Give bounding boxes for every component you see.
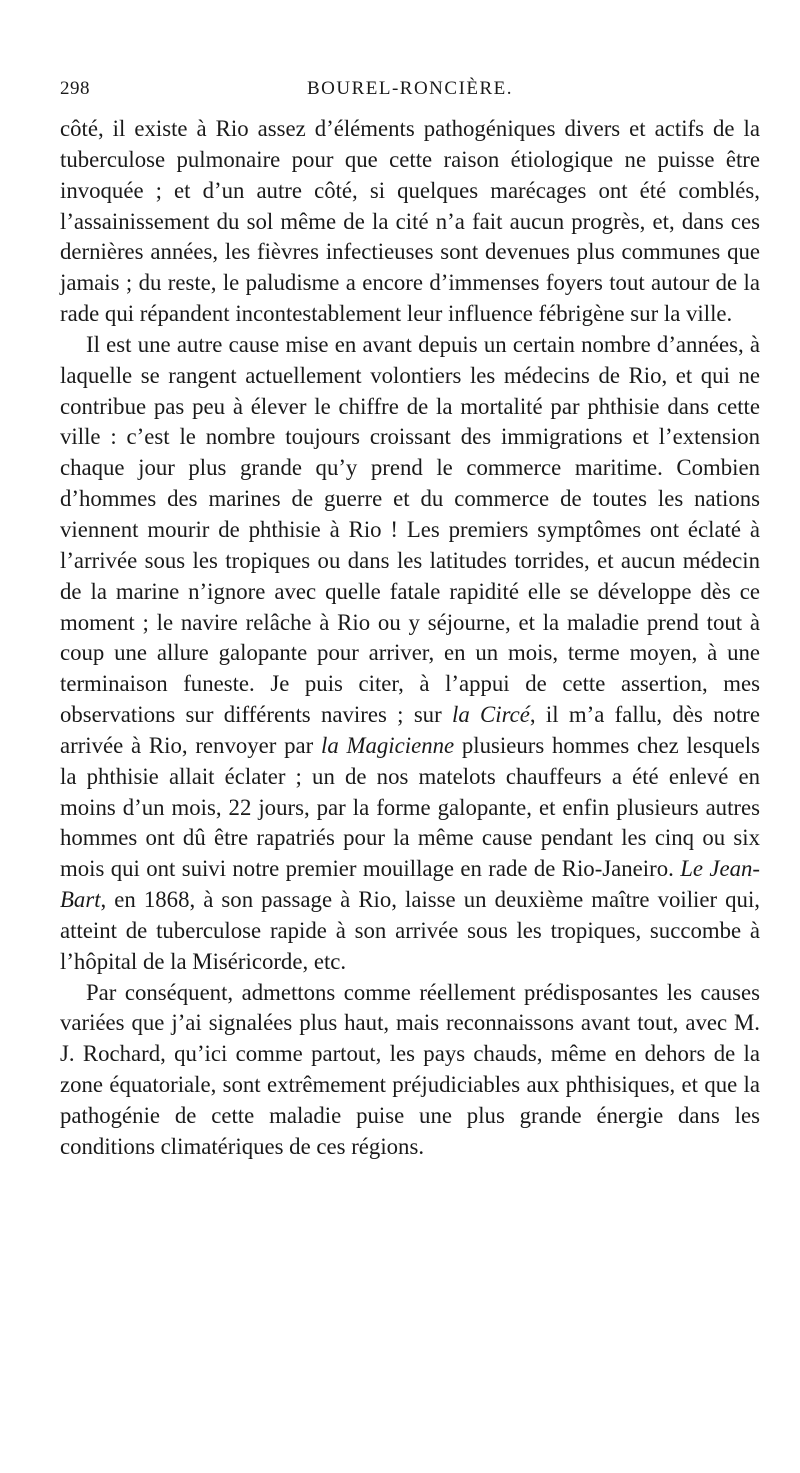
running-title: BOUREL-RONCIÈRE. bbox=[306, 78, 514, 99]
ship-name-magicienne: la Magicienne bbox=[321, 732, 455, 758]
paragraph-2-part-b: , il m’a fallu, dès notre arrivée à Rio, renvoyer par bbox=[60, 702, 760, 758]
body-text bbox=[60, 114, 760, 1163]
ship-name-jean-bart: Le Jean-Bart bbox=[60, 856, 760, 913]
paragraph-2-part-c: plusieurs hommes chez lesquels la phthisie allait éclater ; un de nos matelots chauffeurs a été enlevé en moins d’un mois, 22 jours, par la forme galopante, et enfin plusieurs autres hommes ont dû être rapatriés pour la même cause pendant les cinq ou six mois qui ont suivi notre premier mouillage en rade de Rio-Janeiro. bbox=[60, 732, 760, 882]
page-number: 298 bbox=[60, 78, 90, 99]
paragraph-3: Par conséquent, admettons comme réellement prédisposantes les causes variées que j’ai signalées plus haut, mais reconnaissons avant tout, avec M. J. Rochard, qu’ici comme partout, les pays chauds, même en dehors de la zone équatoriale, sont extrêmement préjudiciables aux phthisiques, et que la pathogénie de cette maladie puise une plus grande énergie dans les conditions climatériques de ces régions. bbox=[60, 979, 760, 1159]
paragraph-1: côté, il existe à Rio assez d’éléments pathogéniques divers et actifs de la tuberculose pulmonaire pour que cette raison étiologique ne puisse être invoquée ; et d’un autre côté, si quelques marécages ont été comblés, l’assainissement du sol même de la cité n’a fait aucun progrès, et, dans ces dernières années, les fièvres infectieuses sont devenues plus communes que jamais ; du reste, le paludisme a encore d’immenses foyers tout autour de la rade qui répandent incontestablement leur influence fébrigène sur la ville. bbox=[60, 116, 760, 327]
paragraph-2-part-d: , en 1868, à son passage à Rio, laisse un deuxième maître voilier qui, atteint de tuberculose rapide à son arrivée sous les tropiques, succombe à l’hôpital de la Miséricorde, etc. bbox=[60, 887, 760, 974]
book-page bbox=[60, 78, 760, 1163]
ship-name-circe: la Circé bbox=[452, 702, 530, 728]
paragraph-2 bbox=[60, 330, 760, 978]
paragraph-2-part-a: Il est une autre cause mise en avant depuis un certain nombre d’années, à laquelle se rangent actuellement volontiers les médecins de Rio, et qui ne contribue pas peu à élever le chiffre de la mortalité par phthisie dans cette ville : c’est le nombre toujours croissant des immigrations et l’extension chaque jour plus grande qu’y prend le commerce maritime. Combien d’hommes des marines de guerre et du commerce de toutes les nations viennent mourir de phthisie à Rio ! Les premiers symptômes ont éclaté à l’arrivée sous les tropiques ou dans les latitudes torrides, et aucun médecin de la marine n’ignore avec quelle fatale rapidité elle se développe dès ce moment ; le navire relâche à Rio ou y séjourne, et la maladie prend tout à coup une allure galopante pour arriver, en un mois, terme moyen, à une terminaison funeste. Je puis citer, à l’appui de cette assertion, mes observations sur différents navires ; sur bbox=[60, 331, 760, 728]
running-head bbox=[60, 78, 760, 108]
